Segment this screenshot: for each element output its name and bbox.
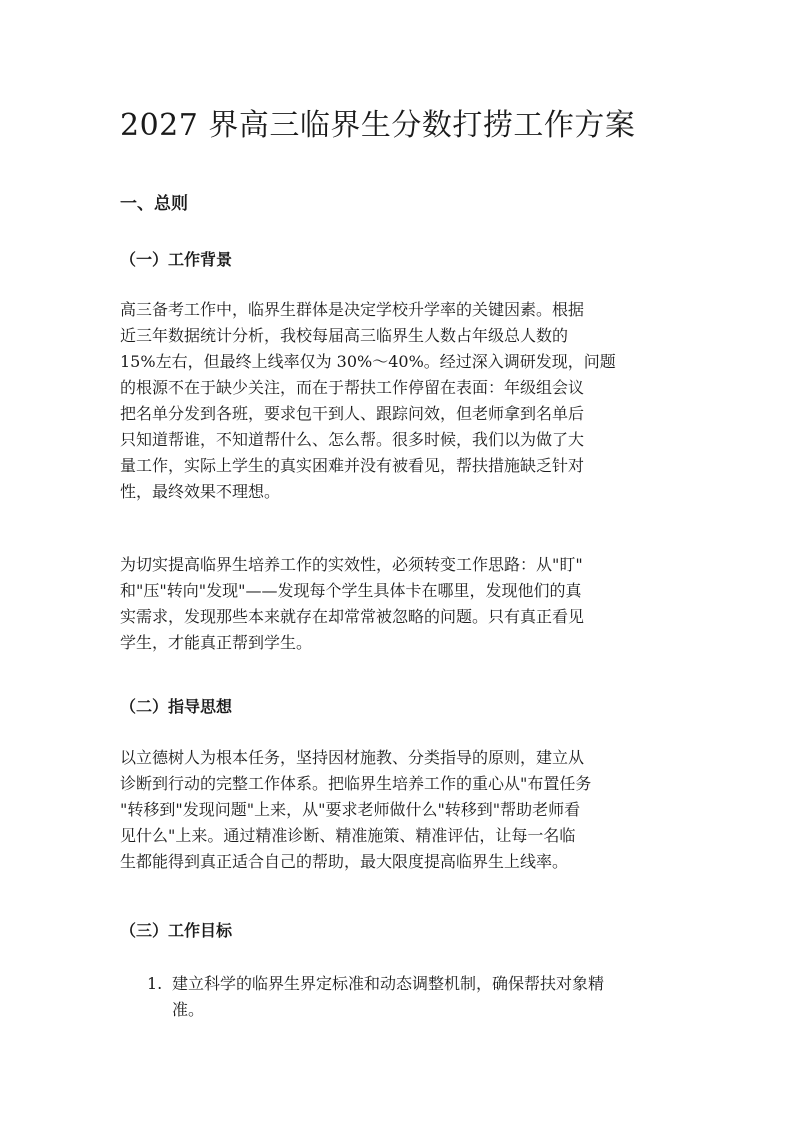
list-item xyxy=(120,971,680,1023)
text-line: 见什么"上来。通过精准诊断、精准施策、精准评估，让每一名临 xyxy=(120,826,576,845)
text-line: 生都能得到真正适合自己的帮助，最大限度提高临界生上线率。 xyxy=(120,852,569,871)
subsection-heading-background: （一）工作背景 xyxy=(120,250,233,269)
subsection-heading-work-goals: （三）工作目标 xyxy=(120,921,233,940)
text-line: 和"压"转向"发现"——发现每个学生具体卡在哪里，发现他们的真 xyxy=(120,581,582,600)
text-line: 诊断到行动的完整工作体系。把临界生培养工作的重心从"布置任务 xyxy=(120,774,592,793)
paragraph-background-2 xyxy=(120,552,680,656)
text-line: 量工作，实际上学生的真实困难并没有被看见，帮扶措施缺乏针对 xyxy=(120,456,585,475)
text-line: 15%左右，但最终上线率仅为 30%～40%。经过深入调研发现，问题 xyxy=(120,352,616,371)
goals-list xyxy=(120,971,680,1023)
text-line: 近三年数据统计分析，我校每届高三临界生人数占年级总人数的 xyxy=(120,326,569,345)
text-line: 性，最终效果不理想。 xyxy=(120,482,281,501)
list-item-number: 1. xyxy=(147,974,163,993)
text-line: 学生，才能真正帮到学生。 xyxy=(120,633,313,652)
text-line: 以立德树人为根本任务，坚持因材施教、分类指导的原则，建立从 xyxy=(120,748,585,767)
text-line: 高三备考工作中，临界生群体是决定学校升学率的关键因素。根据 xyxy=(120,300,585,319)
section-heading-general: 一、总则 xyxy=(120,194,188,214)
document-title: 2027 界高三临界生分数打捞工作方案 xyxy=(120,108,636,143)
text-line: "转移到"发现问题"上来，从"要求老师做什么"转移到"帮助老师看 xyxy=(120,800,581,819)
text-line: 准。 xyxy=(172,1000,205,1019)
text-line: 的根源不在于缺少关注，而在于帮扶工作停留在表面：年级组会议 xyxy=(120,378,585,397)
text-line: 把名单分发到各班，要求包干到人、跟踪问效，但老师拿到名单后 xyxy=(120,404,585,423)
text-line: 建立科学的临界生界定标准和动态调整机制，确保帮扶对象精 xyxy=(172,974,605,993)
text-line: 实需求，发现那些本来就存在却常常被忽略的问题。只有真正看见 xyxy=(120,607,585,626)
paragraph-guiding-ideology xyxy=(120,745,680,875)
subsection-heading-guiding-ideology: （二）指导思想 xyxy=(120,697,233,716)
text-line: 为切实提高临界生培养工作的实效性，必须转变工作思路：从"盯" xyxy=(120,555,583,574)
text-line: 只知道帮谁，不知道帮什么、怎么帮。很多时候，我们以为做了大 xyxy=(120,430,585,449)
paragraph-background-1 xyxy=(120,297,680,505)
